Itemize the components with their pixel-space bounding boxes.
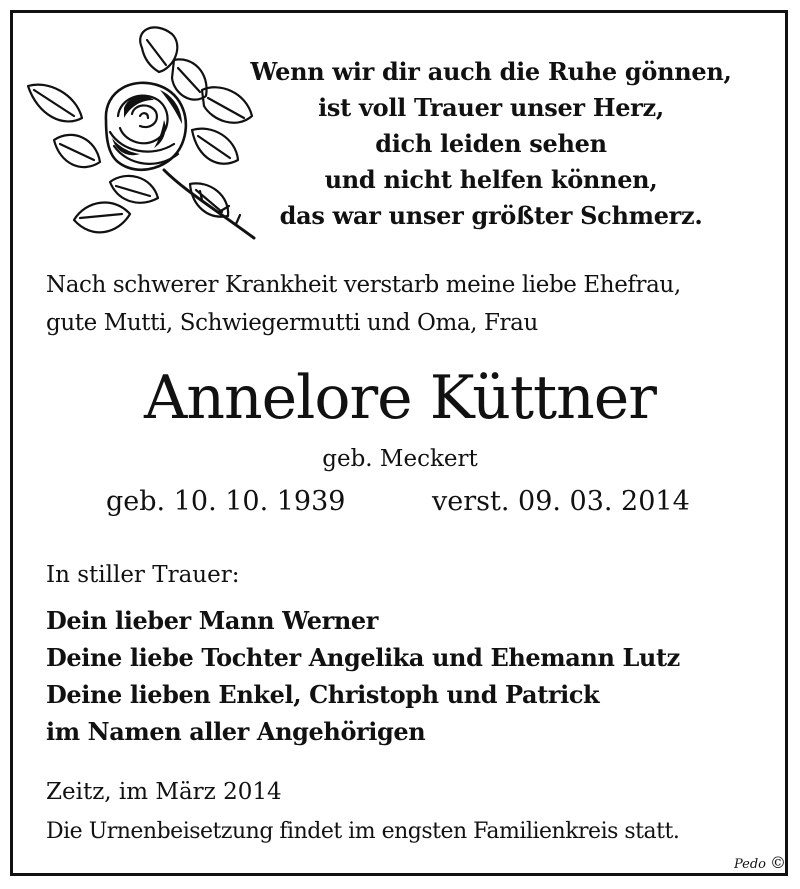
intro-text [46,266,766,342]
place-date: Zeitz, im März 2014 [46,779,282,805]
deceased-name: Annelore Küttner [144,363,656,433]
copyright-icon: © [770,853,786,872]
birth-name: geb. Meckert [322,446,478,472]
poem-line: ist voll Trauer unser Herz, [318,93,664,122]
mourner-line: Deine liebe Tochter Angelika und Ehemann Lutz [46,643,680,672]
mourner-line: Deine lieben Enkel, Christoph und Patrick [46,680,600,709]
intro-line: Nach schwerer Krankheit verstarb meine liebe Ehefrau, [46,272,681,298]
poem-line: und nicht helfen können, [324,165,658,194]
poem-line: das war unser größter Schmerz. [279,201,703,230]
rose-icon [14,20,264,248]
burial-note: Die Urnenbeisetzung findet im engsten Familienkreis statt. [46,819,680,844]
credit-line [734,855,786,873]
birth-date: geb. 10. 10. 1939 [106,486,346,517]
intro-line: gute Mutti, Schwiegermutti und Oma, Frau [46,310,538,336]
mourners-list [46,602,766,750]
mourner-line: im Namen aller Angehörigen [46,717,426,746]
mourner-line: Dein lieber Mann Werner [46,606,379,635]
credit-signature: Pedo [733,857,766,872]
poem-line: Wenn wir dir auch die Ruhe gönnen, [250,57,732,86]
death-date: verst. 09. 03. 2014 [432,486,690,517]
mourners-heading: In stiller Trauer: [46,562,240,588]
poem-line: dich leiden sehen [375,129,607,158]
poem [228,54,754,234]
